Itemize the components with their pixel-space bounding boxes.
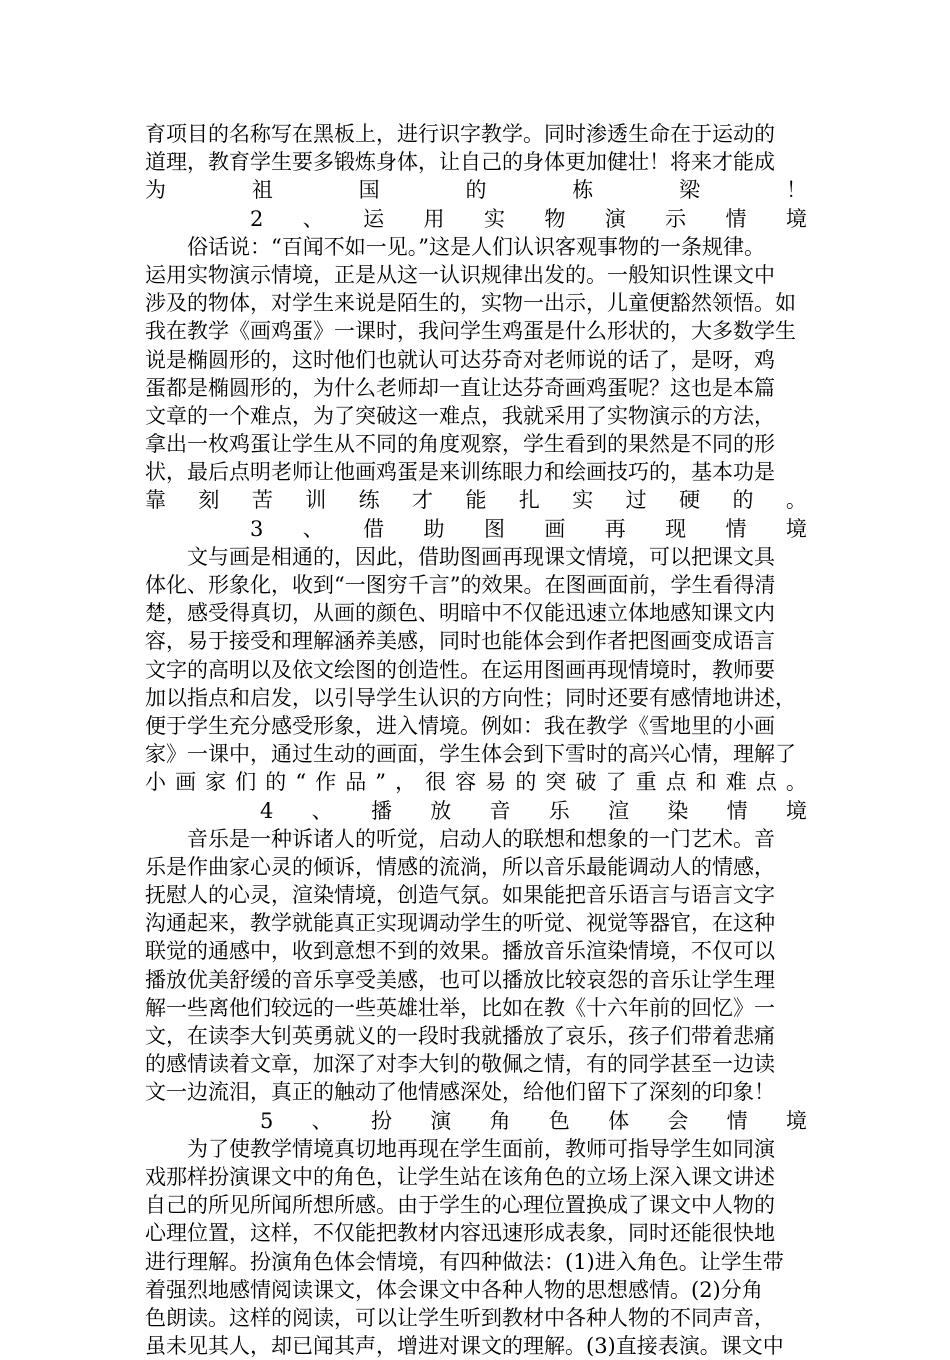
char: 境 <box>785 1108 807 1133</box>
char: 现 <box>665 516 687 541</box>
section-body <box>145 1135 807 1360</box>
text-line: 为了使教学情境真切地再现在学生面前，教师可指导学生如同演 <box>187 1136 775 1161</box>
char: 梁 <box>679 178 701 203</box>
char: 情 <box>726 798 748 823</box>
char: 品 <box>345 770 367 795</box>
char: 小 <box>145 770 166 795</box>
char: 易 <box>485 770 507 795</box>
justified-last-line <box>145 768 807 796</box>
text-line: 的感情读着文章，加深了对李大钊的敬佩之情，有的同学甚至一边读 <box>145 1052 775 1077</box>
text-line: 便于学生充分感受形象，进入情境。例如：我在教学《雪地里的小画 <box>145 713 775 738</box>
text-line: 文与画是相通的，因此，借助图画再现课文情境，可以把课文具 <box>187 544 775 569</box>
char: 的 <box>515 770 537 795</box>
char: 3 <box>250 516 264 541</box>
char: 画 <box>544 516 566 541</box>
char: 刻 <box>198 488 220 513</box>
char: 助 <box>423 516 445 541</box>
char: 染 <box>667 798 689 823</box>
text-line: 我在教学《画鸡蛋》一课时，我问学生鸡蛋是什么形状的，大多数学生 <box>145 319 796 344</box>
text-line: 虽未见其人，却已闻其声，增进对课文的理解。(3)直接表演。课文中 <box>145 1334 784 1359</box>
char: 境 <box>785 516 807 541</box>
text-line: 运用实物演示情境，正是从这一认识规律出发的。一般知识性课文中 <box>145 262 775 287</box>
text-line: 拿出一枚鸡蛋让学生从不同的角度观察，学生看到的果然是不同的形 <box>145 432 775 457</box>
char: 家 <box>205 770 227 795</box>
section-heading <box>145 797 807 825</box>
char: ， <box>395 770 417 795</box>
section-body <box>145 825 807 1107</box>
char: 示 <box>665 206 687 231</box>
text-line: 育项目的名称写在黑板上，进行识字教学。同时渗透生命在于运动的 <box>145 122 775 146</box>
char: 再 <box>604 516 626 541</box>
char: 了 <box>605 770 627 795</box>
text-line: 解一些离他们较远的一些英雄壮举，比如在教《十六年前的回忆》一 <box>145 995 775 1020</box>
char: 体 <box>608 1108 630 1133</box>
char: 为 <box>145 178 166 203</box>
text-line: 色朗读。这样的阅读，可以让学生听到教材中各种人物的不同声音， <box>145 1305 775 1330</box>
char: 情 <box>725 516 747 541</box>
char: 硬 <box>679 488 701 513</box>
char: 情 <box>725 206 747 231</box>
char: 容 <box>455 770 477 795</box>
section-5 <box>145 1107 807 1360</box>
char: 作 <box>315 770 337 795</box>
char: 放 <box>430 798 452 823</box>
char: ” <box>375 770 386 795</box>
text-line: 抚慰人的心灵，渲染情境，创造气氛。如果能把音乐语言与语言文字 <box>145 883 775 908</box>
char: 苦 <box>251 488 273 513</box>
char: 。 <box>785 488 807 513</box>
char: ！ <box>785 178 807 203</box>
text-line: 俗话说：“百闻不如一见。”这是人们认识客观事物的一条规律。 <box>187 234 765 259</box>
char: 过 <box>625 488 647 513</box>
char: 们 <box>235 770 257 795</box>
char: 、 <box>311 1108 333 1133</box>
char: 点 <box>665 770 687 795</box>
text-line: 乐是作曲家心灵的倾诉，情感的流淌，所以音乐最能调动人的情感， <box>145 854 775 879</box>
char: 破 <box>575 770 597 795</box>
char: 色 <box>548 1108 570 1133</box>
char: 运 <box>363 206 385 231</box>
char: 用 <box>423 206 445 231</box>
char: 画 <box>175 770 197 795</box>
char: 播 <box>370 798 392 823</box>
char: 栋 <box>572 178 594 203</box>
text-line: 楚，感受得真切，从画的颜色、明暗中不仅能迅速立体地感知课文内 <box>145 601 775 626</box>
justified-last-line <box>145 176 807 204</box>
char: 实 <box>572 488 594 513</box>
char: 能 <box>465 488 487 513</box>
char: 训 <box>305 488 327 513</box>
section-heading <box>145 205 807 233</box>
text-line: 文章的一个难点，为了突破这一难点，我就采用了实物演示的方法， <box>145 403 775 428</box>
text-line: 文，在读李大钊英勇就义的一段时我就播放了哀乐，孩子们带着悲痛 <box>145 1024 775 1048</box>
char: 演 <box>604 206 626 231</box>
intro-paragraph <box>145 120 807 205</box>
char: 、 <box>302 516 324 541</box>
text-line: 音乐是一种诉诸人的听觉，启动人的联想和想象的一门艺术。音 <box>187 826 775 851</box>
char: 演 <box>430 1108 452 1133</box>
char: 难 <box>725 770 747 795</box>
char: 练 <box>358 488 380 513</box>
char: 靠 <box>145 488 166 513</box>
char: 重 <box>635 770 657 795</box>
char: 点 <box>755 770 777 795</box>
char: 国 <box>358 178 380 203</box>
char: 的 <box>265 770 287 795</box>
char: 的 <box>465 178 487 203</box>
char: “ <box>295 770 307 795</box>
char: 境 <box>785 206 807 231</box>
char: 会 <box>667 1108 689 1133</box>
text-line: 着强烈地感情阅读课文，体会课文中各种人物的思想感情。(2)分角 <box>145 1277 763 1302</box>
text-line: 蛋都是椭圆形的，为什么老师却一直让达芬奇画鸡蛋呢？这也是本篇 <box>145 375 775 400</box>
char: 实 <box>483 206 505 231</box>
char: 5 <box>260 1108 274 1133</box>
text-line: 加以指点和启发，以引导学生认识的方向性；同时还要有感情地讲述， <box>145 685 796 710</box>
text-line: 自己的所见所闻所想所感。由于学生的心理位置换成了课文中人物的 <box>145 1193 775 1218</box>
text-line: 播放优美舒缓的音乐享受美感，也可以播放比较哀怨的音乐让学生理 <box>145 967 775 992</box>
text-line: 容，易于接受和理解涵养美感，同时也能体会到作者把图画变成语言 <box>145 629 775 654</box>
section-4 <box>145 797 807 1107</box>
text-line: 体化、形象化，收到“一图穷千言”的效果。在图画面前，学生看得清 <box>145 573 776 597</box>
char: 才 <box>412 488 434 513</box>
char: 情 <box>726 1108 748 1133</box>
char: 、 <box>311 798 333 823</box>
char: 乐 <box>548 798 570 823</box>
section-2 <box>145 205 807 515</box>
text-line: 进行理解。扮演角色体会情境，有四种做法：(1)进入角色。让学生带 <box>145 1249 784 1274</box>
char: 4 <box>260 798 274 823</box>
char: 、 <box>302 206 324 231</box>
text-line: 涉及的物体，对学生来说是陌生的，实物一出示，儿童便豁然领悟。如 <box>145 291 796 316</box>
char: 借 <box>363 516 385 541</box>
section-body <box>145 233 807 487</box>
char: 的 <box>732 488 754 513</box>
char: 扎 <box>518 488 540 513</box>
char: 扮 <box>370 1108 392 1133</box>
text-line: 心理位置，这样，不仅能把教材内容迅速形成表象，同时还能很快地 <box>145 1221 775 1246</box>
char: 物 <box>544 206 566 231</box>
char: 和 <box>695 770 717 795</box>
section-body <box>145 543 807 769</box>
text-line: 家》一课中，通过生动的画面，学生体会到下雪时的高兴心情，理解了 <box>145 742 796 767</box>
char: 祖 <box>251 178 273 203</box>
char: 。 <box>785 770 807 795</box>
text-line: 文一边流泪，真正的触动了他情感深处，给他们留下了深刻的印象！ <box>145 1080 775 1105</box>
char: 很 <box>425 770 447 795</box>
text-line: 联觉的通感中，收到意想不到的效果。播放音乐渲染情境，不仅可以 <box>145 939 775 964</box>
char: 角 <box>489 1108 511 1133</box>
section-3 <box>145 515 807 797</box>
char: 音 <box>489 798 511 823</box>
char: 突 <box>545 770 567 795</box>
char: 2 <box>250 206 264 231</box>
text-line: 道理，教育学生要多锻炼身体，让自己的身体更加健壮！将来才能成 <box>145 150 775 175</box>
section-heading <box>145 515 807 543</box>
char: 境 <box>785 798 807 823</box>
section-heading <box>145 1107 807 1135</box>
text-line: 状，最后点明老师让他画鸡蛋是来训练眼力和绘画技巧的，基本功是 <box>145 460 775 485</box>
text-line: 戏那样扮演课文中的角色，让学生站在该角色的立场上深入课文讲述 <box>145 1164 775 1189</box>
text-line: 文字的高明以及依文绘图的创造性。在运用图画再现情境时，教师要 <box>145 657 775 682</box>
document-page <box>145 120 807 1360</box>
char: 渲 <box>608 798 630 823</box>
char: 图 <box>483 516 505 541</box>
text-line: 沟通起来，教学就能真正实现调动学生的听觉、视觉等器官，在这种 <box>145 911 775 936</box>
text-line: 说是椭圆形的，这时他们也就认可达芬奇对老师说的话了，是呀，鸡 <box>145 347 775 372</box>
justified-last-line <box>145 486 807 514</box>
